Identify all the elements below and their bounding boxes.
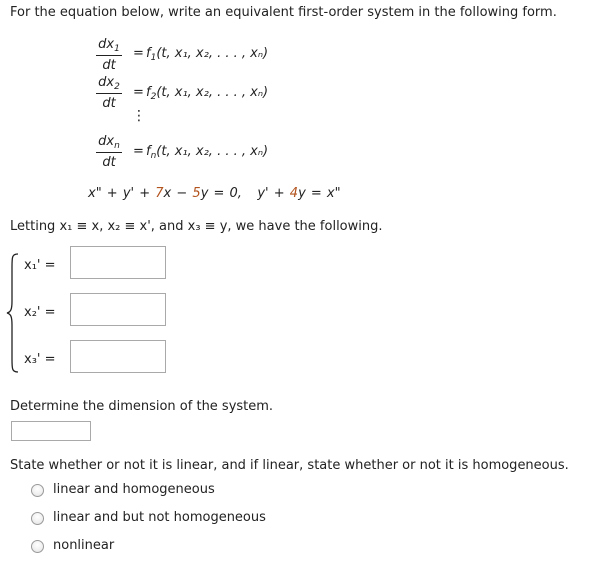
option-label-linear-homogeneous: linear and homogeneous: [53, 482, 215, 497]
fraction-dxn-dt: $dx_n$ dt: [96, 133, 122, 172]
linearity-prompt: State whether or not it is linear, and if linear, state whether or not it is homogeneous.: [10, 458, 569, 473]
x1-prime-input[interactable]: [70, 246, 166, 279]
dimension-prompt: Determine the dimension of the system.: [10, 399, 274, 414]
rhs-f1: $f_1(t$, x₁, x₂, . . . , xₙ): [146, 46, 269, 63]
vertical-ellipsis: ⋮: [132, 108, 146, 124]
x3-prime-input[interactable]: [70, 340, 166, 373]
x2-prime-input[interactable]: [70, 293, 166, 326]
given-equation: x" + y' + 7x − 5y = 0, y' + 4y = x": [88, 186, 341, 201]
option-label-linear-not-homogeneous: linear and but not homogeneous: [53, 510, 266, 525]
radio-linear-not-homogeneous[interactable]: [31, 512, 44, 525]
left-brace-icon: [6, 253, 20, 373]
letting-text: Letting x₁ ≡ x, x₂ ≡ x', and x₃ ≡ y, we have the following.: [10, 219, 383, 234]
equals-sign: =: [133, 85, 144, 100]
equals-sign: =: [133, 46, 144, 61]
radio-nonlinear[interactable]: [31, 540, 44, 553]
fraction-dx2-dt: $dx_2$ dt: [96, 74, 122, 113]
instruction-text: For the equation below, write an equivalent first-order system in the following form.: [10, 5, 557, 20]
equals-sign: =: [133, 144, 144, 159]
x1-prime-label: x₁' =: [24, 258, 56, 273]
dimension-input[interactable]: [11, 421, 91, 441]
option-label-nonlinear: nonlinear: [53, 538, 115, 553]
rhs-fn: $f_n(t$, x₁, x₂, . . . , xₙ): [146, 144, 269, 161]
radio-linear-homogeneous[interactable]: [31, 484, 44, 497]
rhs-f2: $f_2(t$, x₁, x₂, . . . , xₙ): [146, 85, 269, 102]
x2-prime-label: x₂' =: [24, 305, 56, 320]
fraction-dx1-dt: $dx_1$ dt: [96, 36, 122, 75]
x3-prime-label: x₃' =: [24, 352, 56, 367]
